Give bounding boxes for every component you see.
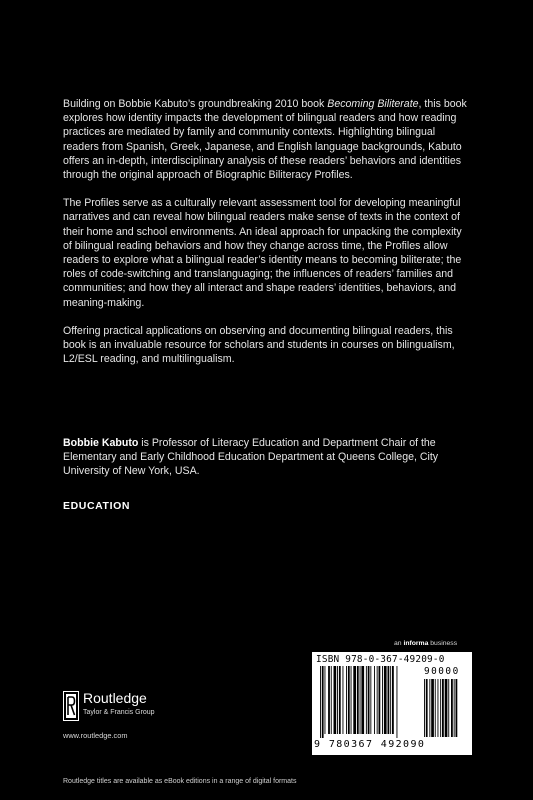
routledge-logo-icon bbox=[63, 691, 79, 721]
isbn-barcode bbox=[312, 652, 472, 755]
isbn-label: ISBN 978-0-367-49209-0 bbox=[316, 654, 445, 665]
blurb-paragraph-3: Offering practical applications on observing and documenting bilingual readers, this book is an invaluable resource for scholars and students in courses on bilingualism, L2/ESL reading, and multilingualism. bbox=[63, 324, 455, 366]
author-name: Bobbie Kabuto bbox=[63, 437, 139, 449]
author-bio bbox=[63, 436, 483, 479]
subject-category: EDUCATION bbox=[63, 500, 131, 512]
back-cover-blurb bbox=[63, 97, 473, 380]
publisher-url[interactable]: www.routledge.com bbox=[63, 731, 128, 740]
price-code: 90000 bbox=[424, 666, 460, 677]
publisher-group: Taylor & Francis Group bbox=[83, 709, 155, 716]
ean-barcode-bars bbox=[320, 666, 420, 738]
informa-business-tagline: an informa business bbox=[394, 640, 458, 647]
author-bio-text: is Professor of Literacy Education and Department Chair of the Elementary and Early Childhood Education Department at Queens College, City University of New York, USA. bbox=[63, 437, 439, 478]
ebook-availability-note: Routledge titles are available as eBook editions in a range of digital formats bbox=[63, 778, 297, 785]
blurb-paragraph-2: The Profiles serve as a culturally relevant assessment tool for developing meaningful narratives and can reveal how bilingual readers make sense of texts in the context of their home and school environments. An ideal approach for unpacking the complexity of bilingual reading behaviors and how they change across time, the Profiles allow readers to explore what a bilingual reader’s identity means to becoming biliterate; the roles of code-switching and translanguaging; the influences of readers’ families and communities; and how they all interact and shape readers’ identities, behaviors, and meaning-making. bbox=[63, 197, 462, 309]
blurb-paragraph-1: Building on Bobbie Kabuto’s groundbreaking 2010 book Becoming Biliterate, this book explores how identity impacts the development of bilingual readers and how reading practices are mediated by family and community contexts. Highlighting bilingual readers from Spanish, Greek, Japanese, and English language backgrounds, Kabuto offers an in-depth, interdisciplinary analysis of these readers’ behaviors and identities through the original approach of Biographic Biliteracy Profiles. bbox=[63, 98, 467, 182]
barcode-digits: 9 780367 492090 bbox=[314, 739, 426, 750]
book-title-italic: Becoming Biliterate bbox=[327, 98, 419, 110]
addon-barcode-bars bbox=[424, 679, 468, 737]
publisher-name: Routledge bbox=[83, 690, 147, 706]
